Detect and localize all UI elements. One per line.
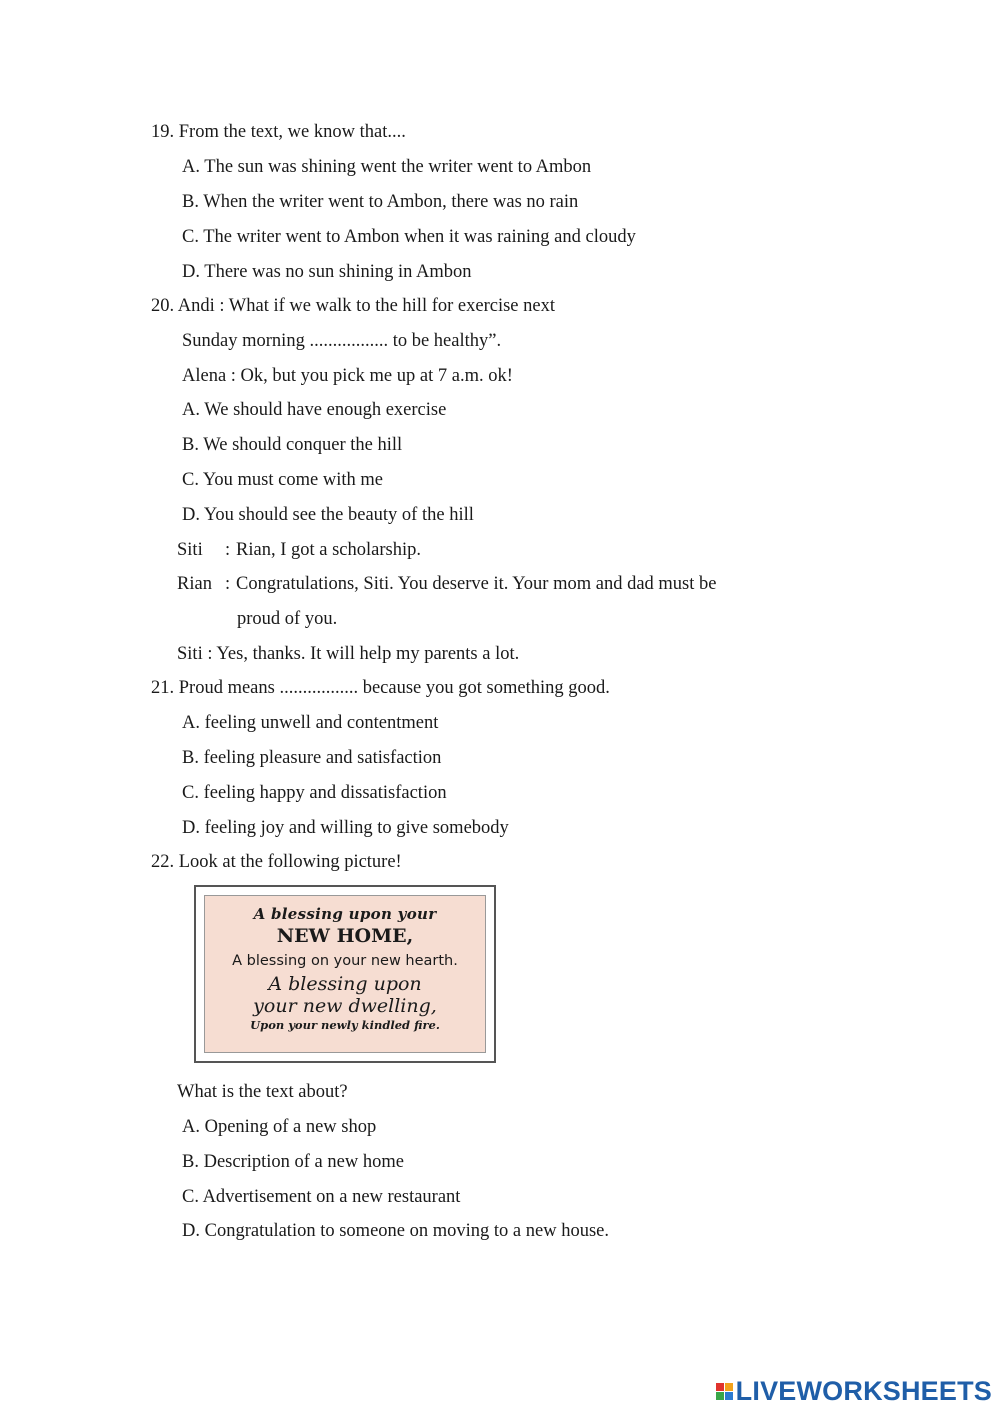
question-20-option-b[interactable]: B. We should conquer the hill (182, 435, 403, 455)
question-20-stem-line-2: Sunday morning ................. to be healthy”. (182, 331, 502, 351)
question-22-stem: 22. Look at the following picture! (151, 852, 402, 872)
question-19-stem: 19. From the text, we know that.... (151, 122, 406, 142)
question-21-option-d[interactable]: D. feeling joy and willing to give somebody (182, 818, 509, 838)
question-20-option-a[interactable]: A. We should have enough exercise (182, 400, 447, 420)
question-19-option-b[interactable]: B. When the writer went to Ambon, there was no rain (182, 192, 579, 212)
question-19-option-c[interactable]: C. The writer went to Ambon when it was raining and cloudy (182, 227, 636, 247)
logo-square (716, 1392, 724, 1400)
dialog-line-2-text: Congratulations, Siti. You deserve it. Your mom and dad must be (236, 574, 717, 594)
card-line-6: Upon your newly kindled fire. (250, 1018, 440, 1033)
greeting-card-picture (194, 885, 496, 1063)
card-line-1: A blessing upon your (253, 905, 437, 923)
greeting-card-body (204, 895, 486, 1053)
question-20-stem: 20. Andi : What if we walk to the hill for exercise next (151, 296, 555, 316)
logo-square (725, 1392, 733, 1400)
question-22-option-a[interactable]: A. Opening of a new shop (182, 1117, 377, 1137)
logo-square (725, 1383, 733, 1391)
card-line-5: your new dwelling, (253, 994, 437, 1017)
card-line-4: A blessing upon (268, 972, 422, 995)
dialog-line-1-text: Rian, I got a scholarship. (236, 540, 421, 560)
question-20-stem-line-3: Alena : Ok, but you pick me up at 7 a.m. ok! (182, 366, 513, 386)
question-22-option-b[interactable]: B. Description of a new home (182, 1152, 404, 1172)
dialog-separator: : (225, 540, 231, 560)
question-21-stem: 21. Proud means ................. because you got something good. (151, 678, 610, 698)
question-22-option-c[interactable]: C. Advertisement on a new restaurant (182, 1187, 461, 1207)
question-22-prompt: What is the text about? (177, 1082, 348, 1102)
card-line-2: NEW HOME, (276, 925, 414, 948)
question-21-option-b[interactable]: B. feeling pleasure and satisfaction (182, 748, 442, 768)
dialog-line-3: Siti : Yes, thanks. It will help my parents a lot. (177, 644, 520, 664)
liveworksheets-grid-icon (716, 1383, 733, 1400)
question-20-option-d[interactable]: D. You should see the beauty of the hill (182, 505, 474, 525)
question-21-option-a[interactable]: A. feeling unwell and contentment (182, 713, 439, 733)
question-20-option-c[interactable]: C. You must come with me (182, 470, 383, 490)
brand-name: LIVEWORKSHEETS (735, 1376, 992, 1406)
dialog-separator: : (225, 574, 231, 594)
dialog-speaker-siti: Siti (177, 540, 203, 560)
dialog-line-2-continuation: proud of you. (237, 609, 338, 629)
question-19-option-d[interactable]: D. There was no sun shining in Ambon (182, 262, 472, 282)
card-line-3: A blessing on your new hearth. (232, 953, 458, 970)
liveworksheets-logo[interactable] (716, 1376, 992, 1407)
question-21-option-c[interactable]: C. feeling happy and dissatisfaction (182, 783, 447, 803)
dialog-speaker-rian: Rian (177, 574, 212, 594)
question-22-option-d[interactable]: D. Congratulation to someone on moving to a new house. (182, 1221, 609, 1241)
question-19-option-a[interactable]: A. The sun was shining went the writer went to Ambon (182, 157, 592, 177)
logo-square (716, 1383, 724, 1391)
